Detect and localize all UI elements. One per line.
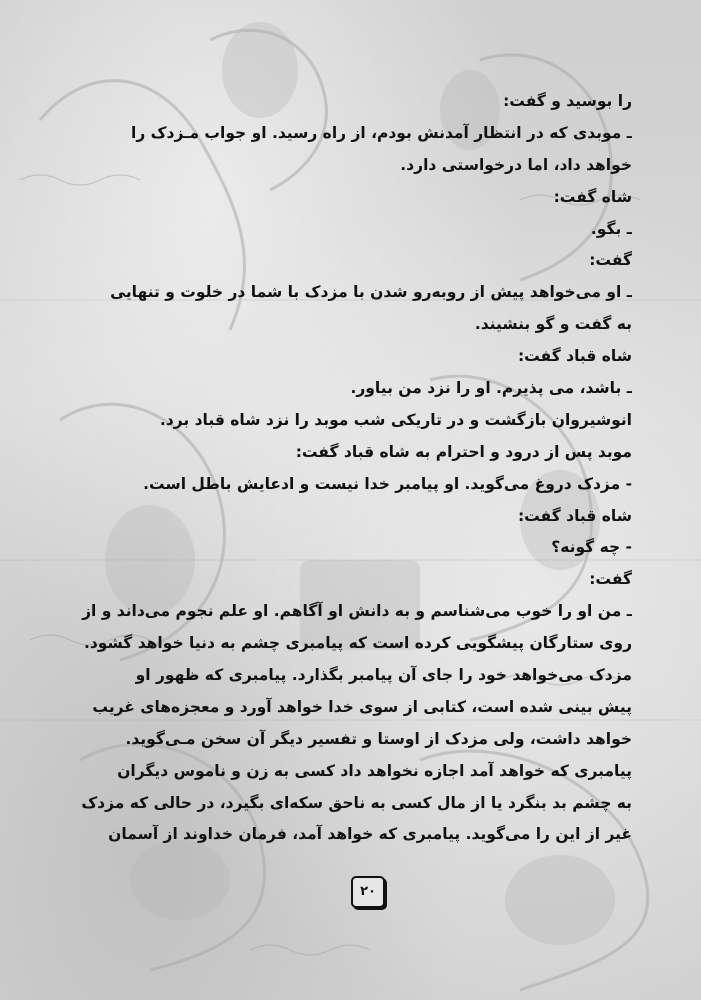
text-line: روی ستارگان پیشگویی کرده است که پیامبری چشم به دنیا خواهد گشود. <box>83 634 632 653</box>
text-line: خواهد داد، اما درخواستی دارد. <box>400 155 632 174</box>
text-line: به چشم بد بنگرد یا از مال کسی به ناحق سکه‌ای بگیرد، در حالی که مزدک <box>81 793 632 812</box>
text-line: ـ موبدی که در انتظار آمدنش بودم، از راه رسید. او جواب مـزدک را <box>131 123 632 142</box>
text-line: پیش بینی شده است، کتابی از سوی خدا خواهد آورد و معجزه‌های غریب <box>92 697 632 716</box>
text-line: را بوسید و گفت: <box>503 92 632 110</box>
text-line: شاه گفت: <box>553 187 632 206</box>
text-line: ـ بگو. <box>590 219 632 238</box>
text-line: ـ او می‌خواهد پیش از روبه‌رو شدن با مزدک با شما در خلوت و تنهایی <box>110 283 632 302</box>
text-line: موبد پس از درود و احترام به شاه قباد گفت: <box>295 442 632 461</box>
text-line: شاه قباد گفت: <box>517 347 632 366</box>
text-line: غیر از این را می‌گوید. پیامبری که خواهد آمد، فرمان خداوند از آسمان <box>108 825 632 844</box>
text-line: خواهد داشت، ولی مزدک از اوستا و تفسیر دیگر آن سخن مـی‌گوید. <box>125 729 632 748</box>
text-line: گفت: <box>589 251 632 270</box>
page-number: ۲۰ <box>351 876 385 908</box>
text-line: گفت: <box>589 570 632 589</box>
text-line: مزدک می‌خواهد خود را جای آن پیامبر بگذارد. پیامبری که ظهور او <box>135 666 632 685</box>
text-line: ـ باشد، می پذیرم. او را نزد من بیاور. <box>350 379 632 398</box>
text-line: ـ من او را خوب می‌شناسم و به دانش او آگاهم. او علم نجوم می‌داند و از <box>82 602 632 621</box>
text-line: - مزدک دروغ می‌گوید. او پیامبر خدا نیست و ادعایش باطل است. <box>143 474 632 493</box>
text-line: پیامبری که خواهد آمد اجازه نخواهد داد کسی به زن و ناموس دیگران <box>117 761 632 780</box>
text-line: به گفت و گو بنشیند. <box>474 315 632 334</box>
text-line: شاه قباد گفت: <box>517 506 632 525</box>
page-body-text <box>66 86 632 851</box>
text-line: انوشیروان بازگشت و در تاریکی شب موبد را نزد شاه قباد برد. <box>159 410 632 429</box>
text-line: - چه گونه؟ <box>551 538 632 557</box>
